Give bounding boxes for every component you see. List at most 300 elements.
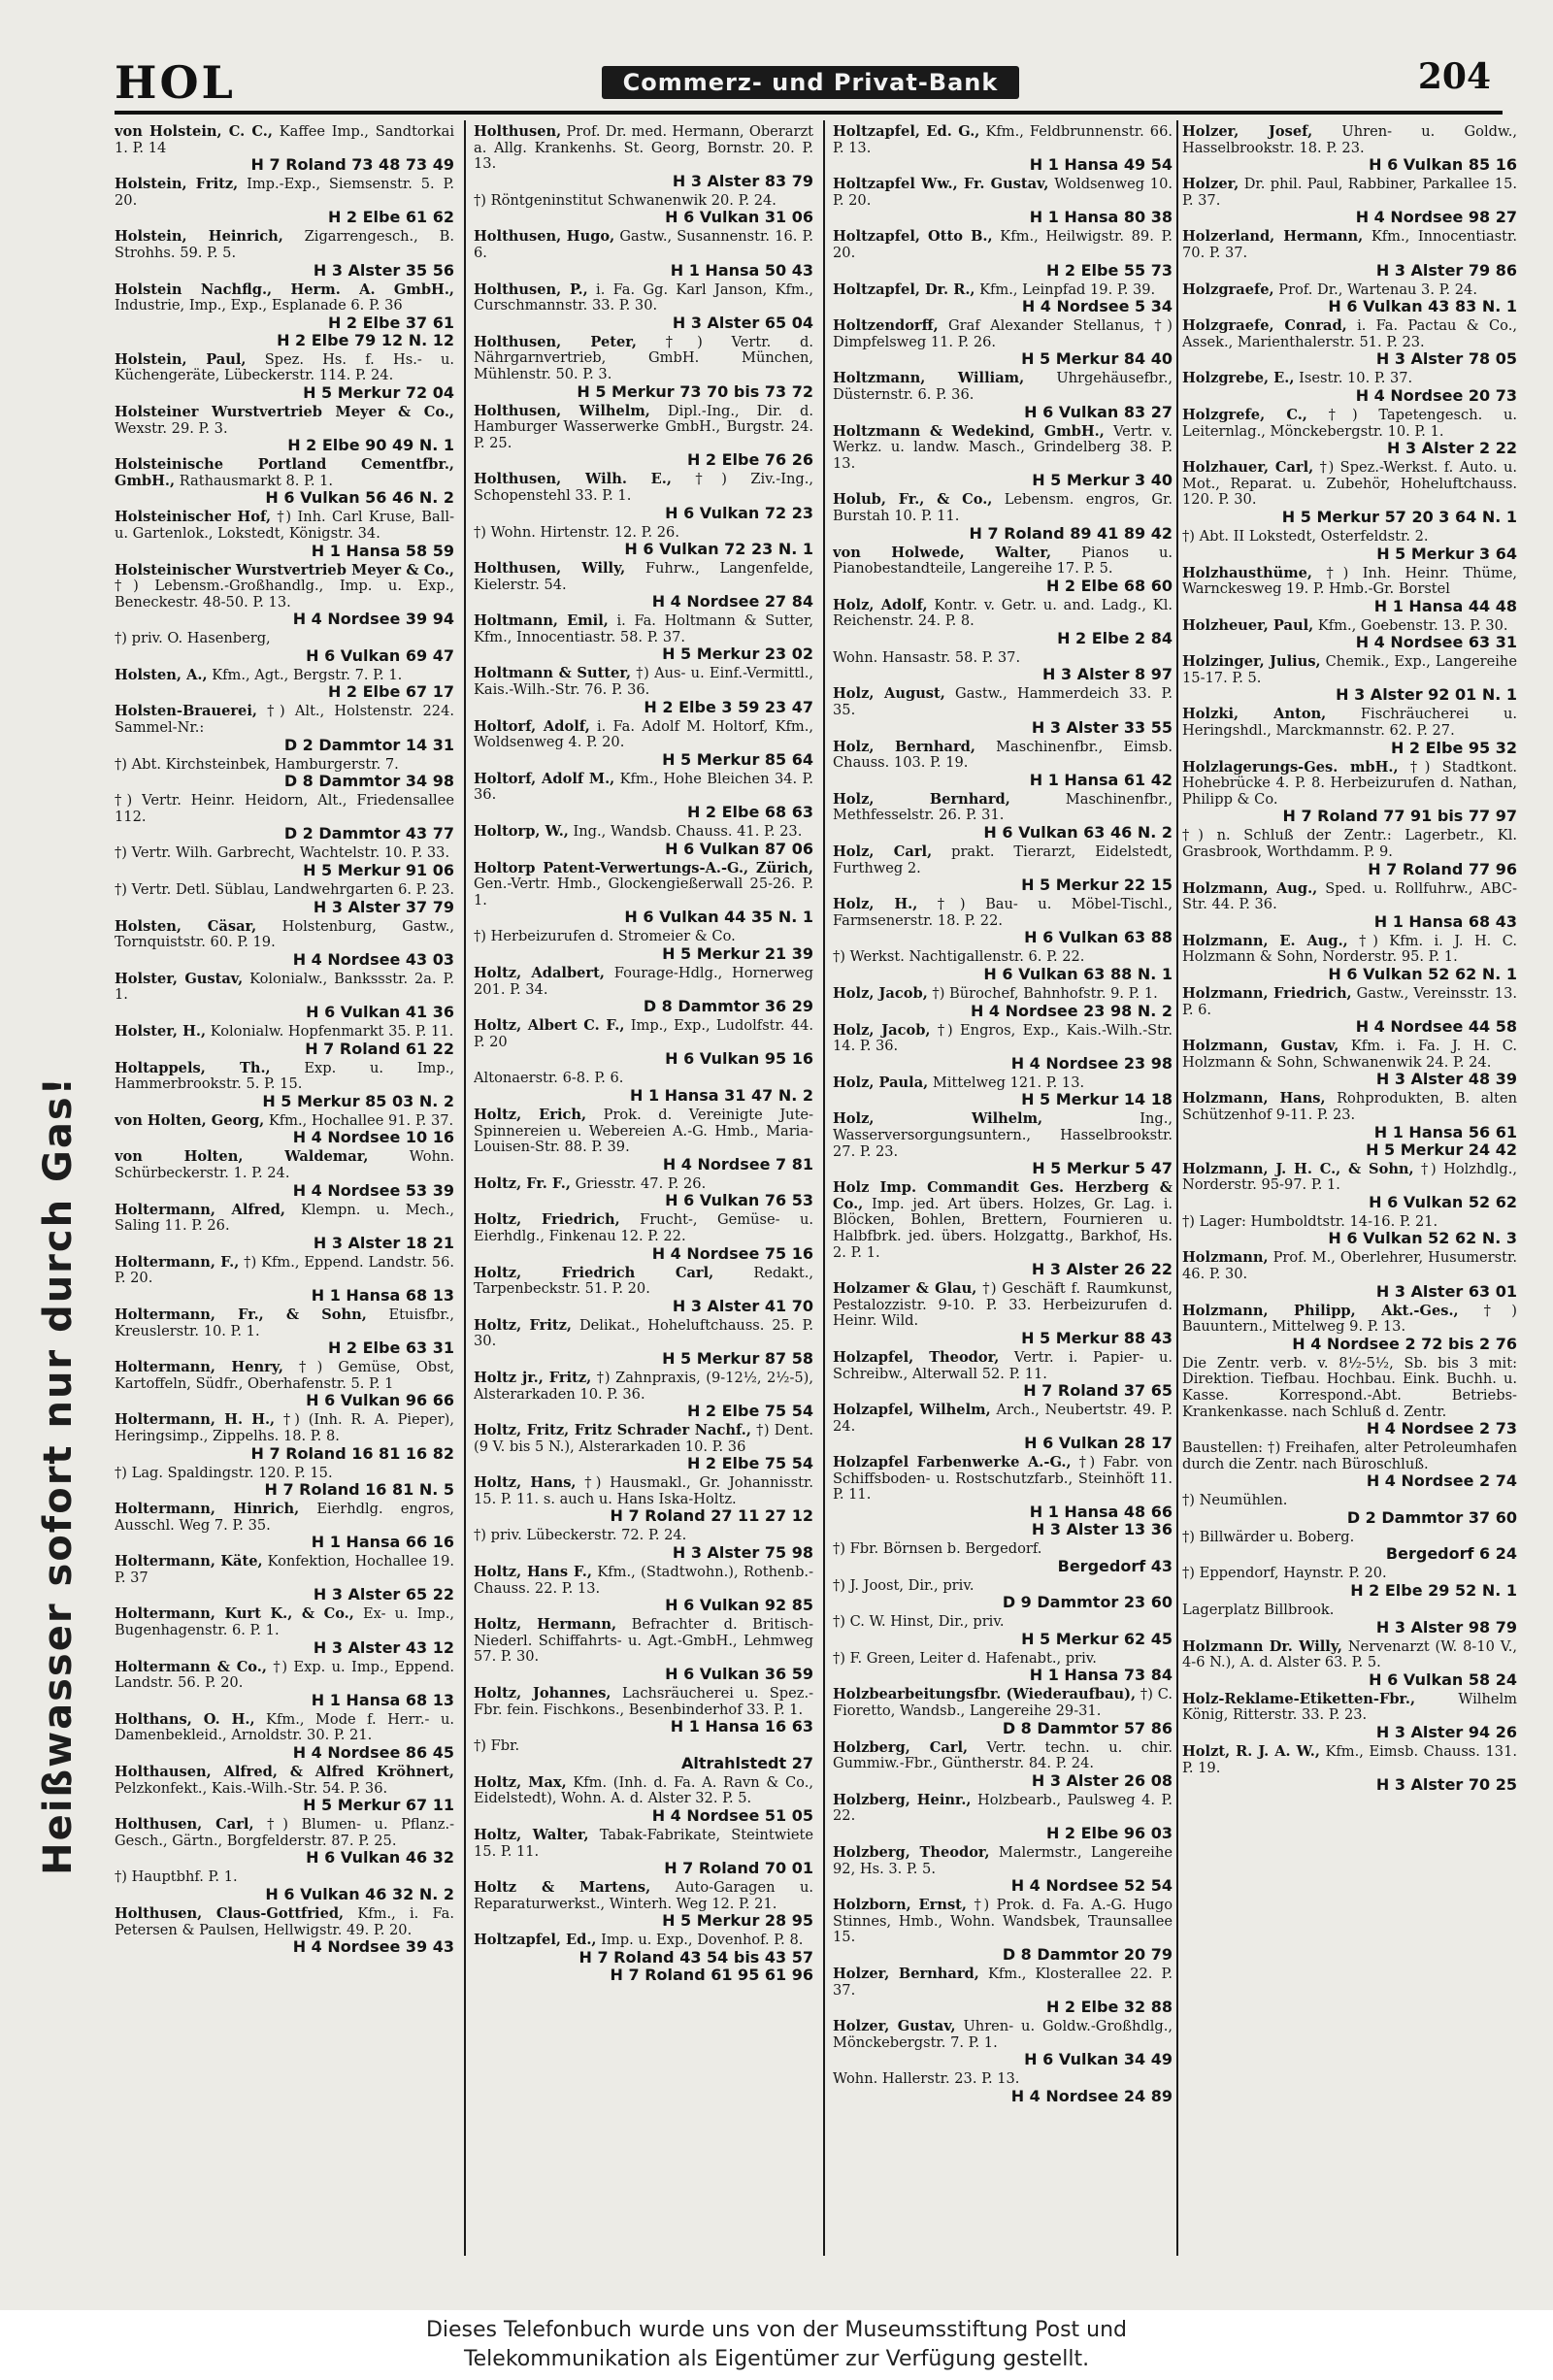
entry-phone-number: H 4 Nordsee 24 89 [1010,2086,1173,2105]
entry-name: Holsten-Brauerei, [115,703,257,720]
entry-details: †) Abt. II Lokstedt, Osterfeldstr. 2. [1182,527,1429,545]
entry-phone-number: H 2 Elbe 32 88 [1045,1998,1173,2017]
entry-phone-number: H 6 Vulkan 46 32 [306,1848,454,1868]
entry-phone-number: H 7 Roland 73 48 73 49 [250,155,454,175]
directory-entry [115,1606,454,1656]
directory-entry [115,1466,454,1500]
directory-entry [833,1614,1173,1648]
archive-footer [0,2310,1553,2380]
entry-name: Holz-Reklame-Etiketten-Fbr., [1182,1690,1416,1707]
entry-name: Holtermann, H. H., [115,1411,276,1429]
entry-details: Imp.-Exp., Siemsenstr. 5. P. 20. [115,176,454,209]
directory-entry [474,193,813,227]
entry-name: Holtz, Friedrich, [474,1211,620,1229]
entry-details: †) Exp. u. Imp., Eppend. Landstr. 56. P. 20. [115,1658,454,1692]
entry-details: Wilhelm König, Ritterstr. 33. P. 23. [1182,1690,1517,1724]
entry-phone-number: H 5 Merkur 73 70 bis 73 72 [577,381,813,401]
entry-name: Holthusen, P., [474,281,588,298]
entry-phone-number: H 6 Vulkan 63 88 [1024,928,1173,947]
entry-phone-number: H 4 Nordsee 20 73 [1355,385,1517,405]
directory-entry [115,1660,454,1709]
entry-details: †) Hausmakl., Gr. Johannisstr. 15. P. 11. s. auch u. Hans Iska-Holtz. [474,1474,813,1507]
directory-entry [833,1651,1173,1685]
entry-phone-number: D 2 Dammtor 43 77 [283,824,454,843]
entry-name: Holzborn, Ernst, [833,1897,967,1914]
entry-name: Holzer, Josef, [1182,124,1313,140]
entry-phone-number: H 4 Nordsee 10 16 [292,1128,454,1147]
entry-phone-number: H 6 Vulkan 52 62 N. 3 [1328,1229,1517,1248]
entry-name: Holzmann, Friedrich, [1182,985,1352,1002]
entry-name: Holtzendorff, [833,317,939,335]
directory-entry [474,1318,813,1368]
entry-phone-number: H 1 Hansa 58 59 [311,541,454,560]
directory-entry [1182,566,1517,615]
bank-advertisement-banner: Commerz- und Privat-Bank [602,66,1019,99]
entry-details: Dr. phil. Paul, Rabbiner, Parkallee 15. P. 37. [1182,176,1517,209]
entry-details: Vertr. i. Papier- u. Schreibw., Alterwall 52. P. 11. [833,1348,1173,1382]
directory-entry [474,1775,813,1825]
entry-phone-number: H 6 Vulkan 52 62 [1369,1192,1517,1211]
directory-entry [833,1403,1173,1452]
entry-details: †) Blumen- u. Pflanz.-Gesch., Gärtn., Borgfelderstr. 87. P. 25. [115,1816,454,1849]
entry-phone-number: D 8 Dammtor 20 79 [1002,1944,1173,1964]
entry-name: Holtmann & Sutter, [474,665,632,682]
entry-name: Holtappels, Th., [115,1059,271,1076]
entry-details: Rathausmarkt 8. P. 1. [179,472,334,489]
entry-phone-number: H 3 Alster 18 21 [313,1233,454,1252]
entry-phone-number: D 8 Dammtor 57 86 [1002,1718,1173,1737]
entry-details: Wohn. Schürbeckerstr. 1. P. 24. [115,1148,454,1181]
entry-details: †) priv. O. Hasenberg, [115,630,271,647]
entry-phone-number: H 6 Vulkan 63 46 N. 2 [983,823,1173,843]
entry-details: Kfm. i. Fa. J. H. C. Holzmann & Sohn, Schwanenwik 24. P. 24. [1182,1038,1517,1071]
entry-phone-number: H 5 Merkur 3 40 [1032,471,1173,490]
directory-entry [474,1528,813,1562]
entry-details: †) priv. Lübeckerstr. 72. P. 24. [474,1527,687,1544]
entry-phone-number: H 3 Alster 78 05 [1375,349,1517,369]
entry-name: Holz Imp. Commandit Ges. Herzberg & Co., [833,1179,1173,1212]
entry-name: Holzmann, [1182,1249,1269,1267]
entry-details: Auto-Garagen u. Reparaturwerkst., Winterh. Weg 12. P. 21. [474,1879,813,1912]
entry-phone-number: H 5 Merkur 22 15 [1021,876,1173,895]
directory-entry [1182,318,1517,368]
entry-details: †) Kfm. i. J. H. C. Holzmann & Sohn, Norderstr. 95. P. 1. [1182,932,1517,966]
directory-entry [115,919,454,969]
entry-details: †) Fabr. von Schiffsboden- u. Rostschutzfarb., Steinhöft 11. P. 11. [833,1454,1173,1504]
entry-details: Arch., Neubertstr. 49. P. 24. [833,1402,1173,1435]
entry-phone-number: H 3 Alster 98 79 [1375,1617,1517,1636]
column-divider [823,120,825,2256]
entry-details: Kfm., Eimsb. Chauss. 131. P. 19. [1182,1743,1517,1776]
directory-entry [115,1255,454,1305]
directory-entry [833,1578,1173,1612]
entry-name: Holzgraefe, [1182,281,1274,298]
directory-entry [1182,460,1517,526]
entry-phone-number: H 3 Alster 13 36 [1031,1520,1173,1539]
entry-phone-number: Altrahlstedt 27 [680,1753,813,1772]
directory-entry [115,845,454,879]
directory-entry [474,1371,813,1420]
directory-entry [115,1360,454,1409]
directory-entry [1182,1639,1517,1689]
entry-details: Fourage-Hdlg., Hornerweg 201. P. 34. [474,965,813,998]
entry-phone-number: H 5 Merkur 67 11 [303,1796,454,1815]
directory-entry [833,177,1173,226]
entry-name: Holzmann, Gustav, [1182,1038,1339,1055]
directory-entry [474,1107,813,1173]
entry-phone-number: H 6 Vulkan 92 85 [665,1596,813,1615]
directory-entry [833,1740,1173,1790]
entry-phone-number: D 2 Dammtor 14 31 [283,735,454,754]
directory-entry [833,598,1173,647]
directory-entry [115,1149,454,1199]
entry-phone-number: H 7 Roland 77 91 bis 77 97 [1282,807,1517,826]
entry-details: Gastw., Hammerdeich 33. P. 35. [833,685,1173,719]
directory-entry [833,1793,1173,1842]
directory-column-4 [1182,124,1517,2298]
entry-name: Holstein, Heinrich, [115,228,283,246]
entry-details: †) Alt., Holstenstr. 224. Sammel-Nr.: [115,703,454,737]
entry-phone-number: H 3 Alster 33 55 [1031,717,1173,737]
entry-name: Holzgraefe, Conrad, [1182,317,1347,335]
entry-name: Holtzapfel, Otto B., [833,228,993,246]
entry-phone-number: H 7 Roland 70 01 [664,1859,813,1878]
directory-entry [833,318,1173,368]
entry-phone-number: H 4 Nordsee 63 31 [1355,633,1517,652]
directory-entry [1182,707,1517,756]
entry-details: †) Werkst. Nachtigallenstr. 6. P. 22. [833,948,1085,966]
entry-details: †) Ziv.-Ing., Schopenstehl 33. P. 1. [474,471,813,504]
entry-details: Maschinenfbr., Methfesselstr. 26. P. 31. [833,790,1173,824]
entry-phone-number: H 2 Elbe 90 49 N. 1 [287,436,454,455]
entry-phone-number: H 6 Vulkan 85 16 [1369,155,1517,175]
entry-phone-number: H 4 Nordsee 86 45 [292,1743,454,1763]
entry-name: Holtz, Johannes, [474,1685,611,1702]
entry-details: Altonaerstr. 6-8. P. 6. [474,1070,624,1087]
entry-name: Holsten, A., [115,666,208,683]
entry-details: Rohprodukten, B. alten Schützenhof 9-11. P. 23. [1182,1090,1517,1123]
entry-phone-number: H 4 Nordsee 39 43 [292,1937,454,1957]
directory-entry [1182,760,1517,826]
entry-name: Holthusen, [474,124,562,140]
entry-details: i. Fa. Pactau & Co., Assek., Marienthalerstr. 51. P. 23. [1182,317,1517,350]
entry-details: Graf Alexander Stellanus, †) Dimpfelsweg 11. P. 26. [833,317,1173,350]
entry-details: †) Röntgeninstitut Schwanenwik 20. P. 24. [474,191,776,209]
entry-name: Holsten, Cäsar, [115,917,257,935]
directory-entry [115,563,454,629]
entry-details: Mittelweg 121. P. 13. [932,1074,1085,1091]
entry-details: Kfm., Heilwigstr. 89. P. 20. [833,228,1173,261]
entry-details: Industrie, Imp., Exp., Esplanade 6. P. 36 [115,297,403,314]
directory-entry [833,1967,1173,2016]
directory-entry [115,124,454,174]
entry-name: Holzlagerungs-Ges. mbH., [1182,758,1399,776]
entry-phone-number: H 5 Merkur 87 58 [662,1348,813,1368]
entry-details: Kfm., Agt., Bergstr. 7. P. 1. [212,666,403,683]
entry-details: Maschinenfbr., Eimsb. Chauss. 103. P. 19. [833,738,1173,772]
directory-entry [833,1180,1173,1278]
entry-name: Holthusen, Carl, [115,1816,254,1834]
entry-details: Lebensm. engros, Gr. Burstah 10. P. 11. [833,491,1173,524]
entry-name: Holtorf, Adolf M., [474,770,615,787]
entry-phone-number: H 2 Elbe 29 52 N. 1 [1350,1581,1517,1601]
entry-details: †) Vertr. Wilh. Garbrecht, Wachtelstr. 10. P. 33. [115,844,450,862]
directory-entry [474,1617,813,1683]
entry-name: Holsteinischer Hof, [115,509,272,526]
entry-phone-number: H 4 Nordsee 27 84 [651,592,813,612]
directory-entry [1182,124,1517,174]
directory-entry [1182,1692,1517,1741]
entry-name: Holzmann Dr. Willy, [1182,1637,1342,1655]
entry-phone-number: H 1 Hansa 44 48 [1373,596,1517,615]
entry-details: Kfm. (Inh. d. Fa. A. Ravn & Co., Eidelstedt), Wohn. A. d. Alster 32. P. 5. [474,1773,813,1807]
directory-entry [115,1061,454,1110]
entry-name: Holzerland, Hermann, [1182,228,1364,246]
entry-name: Holzapfel, Theodor, [833,1348,1000,1366]
directory-entry [1182,1566,1517,1600]
entry-phone-number: H 4 Nordsee 51 05 [651,1806,813,1825]
entry-name: Holzberg, Carl, [833,1738,969,1756]
entry-details: †) Aus- u. Einf.-Vermittl., Kais.-Wilh.-Str. 76. P. 36. [474,665,813,699]
entry-name: von Holten, Georg, [115,1111,265,1129]
directory-entry [1182,1091,1517,1158]
directory-entry [833,1350,1173,1400]
entry-name: Holtz, Friedrich Carl, [474,1264,714,1281]
entry-details: Prof. Dr., Wartenau 3. P. 24. [1278,281,1477,298]
entry-details: Kfm., (Stadtwohn.), Rothenb.-Chauss. 22. P. 13. [474,1564,813,1597]
directory-entry [115,704,454,753]
entry-name: Holthusen, Wilh. E., [474,471,672,488]
entry-details: Exp. u. Imp., Hammerbrookstr. 5. P. 15. [115,1059,454,1093]
column-divider [464,120,466,2256]
directory-entry [1182,1530,1517,1564]
entry-phone-number: H 2 Elbe 96 03 [1045,1824,1173,1842]
page-header [107,56,1504,111]
entry-name: Holzamer & Glau, [833,1280,977,1298]
entry-name: Holster, H., [115,1023,207,1040]
entry-phone-number: H 5 Merkur 14 18 [1021,1090,1173,1109]
entry-name: Holstein Nachflg., Herm. A. GmbH., [115,281,454,298]
entry-name: Holtorp, W., [474,823,569,841]
entry-name: Holtz, Walter, [474,1827,589,1843]
entry-details: Prof. M., Oberlehrer, Husumerstr. 46. P. 30. [1182,1249,1517,1282]
directory-entry [474,1212,813,1262]
entry-name: Holz, August, [833,685,945,703]
entry-phone-number: H 2 Elbe 79 12 N. 12 [277,330,454,349]
entry-details: †) Vertr. d. Nährgarnvertrieb, GmbH. München, Mühlenstr. 50. P. 3. [474,333,813,382]
directory-entry [115,1869,454,1903]
directory-entry [115,631,454,665]
directory-entry [474,472,813,521]
entry-phone-number: H 6 Vulkan 83 27 [1024,402,1173,421]
directory-entry [115,668,454,702]
directory-entry [833,949,1173,983]
entry-details: †) Neumühlen. [1182,1492,1288,1509]
entry-name: Holtzmann & Wedekind, GmbH., [833,422,1105,440]
entry-phone-number: H 7 Roland 77 96 [1368,859,1517,878]
directory-entry [1182,229,1517,279]
entry-name: Holzt, R. J. A. W., [1182,1743,1320,1761]
entry-name: Holz, Adolf, [833,596,928,613]
directory-entry [1182,1356,1517,1438]
entry-phone-number: H 1 Hansa 68 13 [311,1285,454,1305]
entry-phone-number: H 3 Alster 79 86 [1375,260,1517,280]
entry-phone-number: H 1 Hansa 49 54 [1029,155,1173,175]
directory-entry [115,972,454,1021]
directory-entry [1182,1440,1517,1490]
entry-phone-number: H 6 Vulkan 44 35 N. 1 [624,908,813,927]
entry-details: †) C. Fioretto, Wandsb., Langereihe 29-31. [833,1686,1173,1720]
entry-details: Gastw., Vereinsstr. 13. P. 6. [1182,985,1517,1018]
entry-name: Holtz, Adalbert, [474,965,605,981]
directory-entry [474,613,813,663]
entry-details: Kfm., Klosterallee 22. P. 37. [833,1965,1173,1999]
directory-entry [115,177,454,226]
entry-name: Holsteinische Portland Cementfbr., GmbH., [115,456,454,489]
entry-phone-number: H 4 Nordsee 2 72 bis 2 76 [1292,1334,1517,1353]
entry-phone-number: H 6 Vulkan 28 17 [1024,1434,1173,1453]
entry-phone-number: H 3 Alster 43 12 [313,1637,454,1657]
entry-details: †) Fbr. Börnsen b. Bergedorf. [833,1540,1042,1558]
entry-name: Holzhauer, Carl, [1182,459,1314,477]
footer-line-2: Telekommunikation als Eigentümer zur Verfügung gestellt. [463,2347,1090,2371]
directory-entry [1182,1039,1517,1088]
entry-phone-number: H 2 Elbe 76 26 [686,450,813,470]
directory-entry [833,371,1173,420]
entry-details: Imp. jed. Art übers. Holzes, Gr. Lag. i. Blöcken, Bohlen, Brettern, Fournieren u. Halbfbrk. jed. übers. Holzgattg., Barkhof, Hs. 2. P. 1. [833,1195,1173,1261]
entry-details: †) Abt. Kirchsteinbek, Hamburgerstr. 7. [115,755,399,773]
header-keyword: HOL [115,56,236,109]
entry-details: Konfektion, Hochallee 19. P. 37 [115,1553,454,1586]
entry-phone-number: D 9 Dammtor 23 60 [1002,1593,1173,1612]
entry-name: Holtermann, Alfred, [115,1201,285,1218]
directory-entry [1182,1493,1517,1527]
entry-phone-number: H 4 Nordsee 2 74 [1366,1471,1517,1491]
directory-column-3 [833,124,1173,2298]
entry-details: prakt. Tierarzt, Eidelstedt, Furthweg 2. [833,843,1173,876]
entry-phone-number: H 5 Merkur 85 64 [662,749,813,769]
entry-phone-number: H 6 Vulkan 52 62 N. 1 [1328,965,1517,983]
entry-phone-number: H 4 Nordsee 75 16 [651,1243,813,1263]
entry-name: Holtorf, Adolf, [474,717,590,735]
directory-entry [833,740,1173,789]
directory-entry [833,545,1173,595]
directory-entry [1182,986,1517,1036]
entry-phone-number: H 5 Merkur 28 95 [662,1911,813,1931]
entry-details: Befrachter d. Britisch-Niederl. Schiffahrts- u. Agt.-GmbH., Lehmweg 57. P. 30. [474,1616,813,1666]
entry-details: Kfm., i. Fa. Petersen & Paulsen, Hellwigstr. 49. P. 20. [115,1905,454,1938]
entry-name: Holzhausthüme, [1182,564,1313,581]
entry-phone-number: H 1 Hansa 73 84 [1029,1666,1173,1685]
entry-name: Holzmann, Philipp, Akt.-Ges., [1182,1302,1459,1319]
directory-entry [474,229,813,279]
entry-phone-number: H 5 Merkur 72 04 [303,382,454,402]
directory-entry [833,1281,1173,1347]
entry-name: Holtmann, Emil, [474,612,609,630]
entry-name: Holz, Jacob, [833,1021,931,1039]
column-divider [1176,120,1178,2256]
directory-entry [474,1071,813,1105]
directory-entry [115,405,454,454]
entry-details: †) Billwärder u. Boberg. [1182,1528,1355,1545]
entry-name: Holtzapfel, Ed., [474,1932,597,1949]
directory-entry [115,1024,454,1058]
entry-details: Fischräucherei u. Heringshdl., Marckmannstr. 62. P. 27. [1182,706,1517,740]
entry-details: †) Prok. d. Fa. A.-G. Hugo Stinnes, Hmb., Wohn. Wandsbek, Traunsallee 15. [833,1897,1173,1946]
directory-entry [474,561,813,611]
entry-name: Holzmann, J. H. C., & Sohn, [1182,1160,1414,1177]
entry-details: i. Fa. Adolf M. Holtorf, Kfm., Woldsenweg 4. P. 20. [474,717,813,751]
entry-details: Die Zentr. verb. v. 8½-5½, Sb. bis 3 mit: Direktion. Tiefbau. Hochbau. Eink. Buchh. u. Kasse. Korrespond.-Abt. Betriebs-Krankenkasse. nach Schluß d. Zentr. [1182,1354,1517,1420]
entry-name: Holtorp Patent-Verwertungs-A.-G., Zürich, [474,859,813,876]
entry-phone-number: H 6 Vulkan 36 59 [665,1665,813,1684]
directory-entry [833,492,1173,542]
entry-details: Pianos u. Pianobestandteile, Langereihe 17. P. 5. [833,544,1173,578]
entry-details: †) Bau- u. Möbel-Tischl., Farmsenerstr. 18. P. 22. [833,896,1173,929]
entry-phone-number: H 3 Alster 48 39 [1375,1070,1517,1089]
entry-details: †) n. Schluß der Zentr.: Lagerbetr., Kl. Grasbrook, Worthdamm. P. 9. [1182,827,1517,861]
directory-entry [115,757,454,791]
entry-phone-number: H 7 Roland 37 65 [1023,1381,1173,1401]
directory-entry [474,1880,813,1930]
entry-name: Holz, Jacob, [833,985,928,1002]
directory-entry [115,1712,454,1762]
entry-details: Uhrgehäusefbr., Düsternstr. 6. P. 36. [833,370,1173,403]
entry-name: Holthans, O. H., [115,1710,255,1728]
entry-phone-number: H 3 Alster 92 01 N. 1 [1336,685,1517,705]
directory-entry [474,1176,813,1210]
entry-phone-number: H 5 Merkur 84 40 [1021,349,1173,369]
entry-details: Vertr. techn. u. chir. Gummiw.-Fbr., Güntherstr. 84. P. 24. [833,1738,1173,1772]
entry-details: Imp., Exp., Ludolfstr. 44. P. 20 [474,1017,813,1050]
entry-name: Holthusen, Peter, [474,333,638,350]
directory-entry [474,1738,813,1772]
entry-details: Eierhdlg. engros, Ausschl. Weg 7. P. 35. [115,1501,454,1534]
header-rule [115,111,1503,115]
entry-details: Etuisfbr., Kreuslerstr. 10. P. 1. [115,1306,454,1339]
entry-name: Holtz, Fr. F., [474,1174,571,1192]
entry-phone-number: H 6 Vulkan 46 32 N. 2 [265,1885,454,1903]
entry-details: Tabak-Fabrikate, Steintwiete 15. P. 11. [474,1827,813,1860]
entry-phone-number: H 4 Nordsee 98 27 [1355,208,1517,227]
entry-phone-number: H 2 Elbe 37 61 [327,313,454,332]
entry-phone-number: H 3 Alster 94 26 [1375,1723,1517,1742]
entry-phone-number: H 6 Vulkan 43 83 N. 1 [1328,297,1517,316]
entry-phone-number: H 4 Nordsee 52 54 [1010,1876,1173,1896]
entry-phone-number: H 2 Elbe 75 54 [686,1402,813,1421]
entry-details: Klempn. u. Mech., Saling 11. P. 26. [115,1201,454,1235]
entry-phone-number: H 7 Roland 43 54 bis 43 57 [578,1947,813,1967]
entry-details: Kontr. v. Getr. u. and. Ladg., Kl. Reichenstr. 24. P. 8. [833,596,1173,630]
entry-name: Holtz, Hans F., [474,1564,592,1581]
entry-name: Holz, Wilhelm, [833,1110,1043,1128]
directory-entry [474,1423,813,1472]
entry-details: Gastw., Susannenstr. 16. P. 6. [474,228,813,261]
entry-name: Holtermann, Käte, [115,1553,263,1570]
entry-details: Kfm., Goebenstr. 13. P. 30. [1317,616,1508,634]
entry-details: †) Inh. Carl Kruse, Ball- u. Gartenlok., Lokstedt, Königstr. 34. [115,509,454,542]
entry-phone-number: H 6 Vulkan 76 53 [665,1191,813,1210]
entry-name: von Holstein, C. C., [115,124,273,140]
entry-details: Pelzkonfekt., Kais.-Wilh.-Str. 54. P. 36. [115,1779,388,1797]
entry-name: Holtz, Hans, [474,1474,577,1492]
entry-details: Holzbearb., Paulsweg 4. P. 22. [833,1791,1173,1825]
entry-phone-number: H 4 Nordsee 23 98 N. 2 [970,1001,1173,1020]
entry-name: Holtermann, Henry, [115,1359,283,1376]
entry-phone-number: H 2 Elbe 68 60 [1045,576,1173,595]
entry-name: Holtzapfel, Ed. G., [833,124,980,140]
entry-phone-number: H 6 Vulkan 58 24 [1369,1669,1517,1689]
